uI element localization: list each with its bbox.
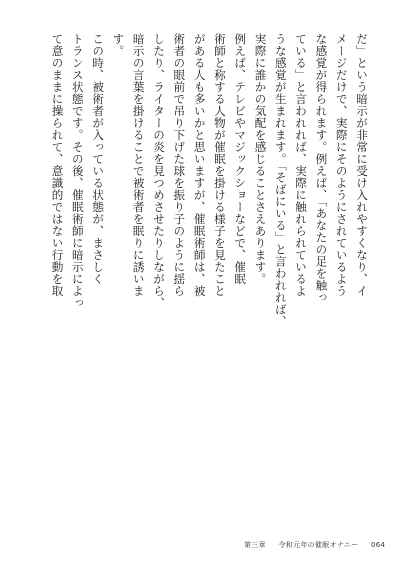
body-line: この時、被術者が入っている状態が、まさしく — [91, 33, 106, 285]
body-line: な感覚が得られます。例えば、「あなたの足を触っ — [314, 33, 329, 304]
body-line: 例えば、テレビやマジックショーなどで、催眠 — [233, 33, 248, 285]
blank-line — [28, 33, 47, 533]
body-line: 術者の眼前で吊り下げた球を振り子のように揺ら — [172, 33, 187, 297]
body-line: メージだけで、実際にそのようにされているよう — [334, 33, 349, 297]
vertical-text-body — [28, 33, 372, 533]
body-line: て意のままに操られて、意識的ではない行動を取 — [50, 33, 65, 297]
body-line: 実際に誰かの気配を感じることさえあります。 — [253, 33, 268, 285]
body-line: がある人も多いかと思いますが、催眠術師は、被 — [192, 33, 207, 297]
body-line: す。 — [111, 33, 126, 57]
body-line: したり、ライターの炎を見つめさせたりしながら、 — [152, 33, 167, 309]
body-line: うな感覚が生まれます。「そばにいる」と言われれば、 — [273, 33, 288, 328]
page-footer — [244, 540, 385, 550]
page-number: 064 — [371, 541, 386, 549]
footer-title: 令和元年の催眠オナニー — [278, 541, 359, 549]
body-line: トランス状態です。その後、催眠術師に暗示によっ — [70, 33, 85, 309]
body-line: だ」という暗示が非常に受け入れやすくなり、イ — [355, 33, 369, 297]
body-line: ている」と言われれば、実際に触れられているよ — [294, 33, 309, 297]
body-line: 暗示の言葉を掛けることで被術者を眠りに誘いま — [131, 33, 146, 297]
footer-chapter: 第三章 — [244, 541, 266, 549]
body-line: 術師と称する人物が催眠を掛ける様子を見たこと — [212, 33, 227, 297]
